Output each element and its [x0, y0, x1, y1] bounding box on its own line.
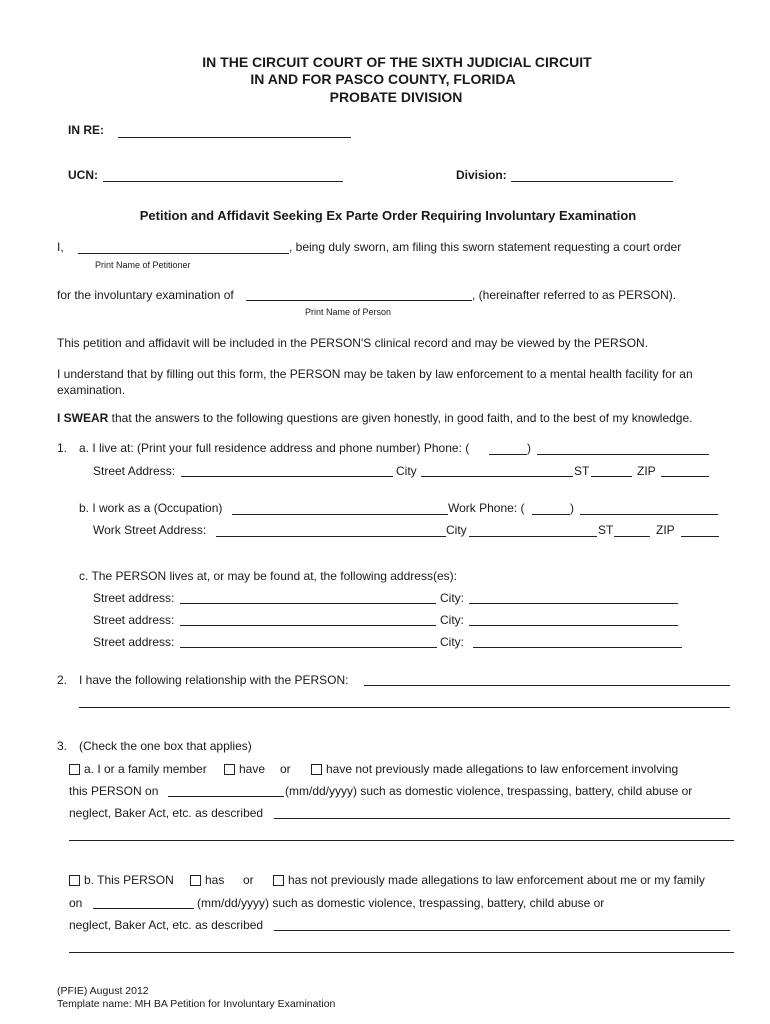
person-city-label-2: City:	[440, 613, 464, 627]
ucn-field[interactable]	[103, 181, 343, 182]
clinical-record-text: This petition and affidavit will be included in the PERSON'S clinical record and may be viewed by the PERSON.	[57, 336, 649, 350]
q3b-has-checkbox[interactable]	[190, 875, 201, 886]
person-street-label-1: Street address:	[93, 591, 175, 605]
relationship-field-1[interactable]	[364, 685, 730, 686]
in-re-label: IN RE:	[68, 123, 104, 137]
understand-text-line1: I understand that by filling out this form, the PERSON may be taken by law enforcement to a mental health facility for an	[57, 367, 693, 381]
q3a-neglect-label: neglect, Baker Act, etc. as described	[69, 806, 264, 820]
sworn-statement-text: , being duly sworn, am filing this sworn statement requesting a court order	[289, 240, 682, 254]
person-street-label-3: Street address:	[93, 635, 175, 649]
this-person-on-label: this PERSON on	[69, 784, 159, 798]
swear-text	[57, 411, 692, 425]
st-label: ST	[574, 464, 590, 478]
q3b-has-not-checkbox[interactable]	[273, 875, 284, 886]
work-street-field[interactable]	[216, 536, 446, 537]
zip-label: ZIP	[637, 464, 656, 478]
q3b-description-field-1[interactable]	[274, 930, 730, 931]
q3a-have-not-checkbox[interactable]	[311, 764, 322, 775]
city-label: City	[396, 464, 417, 478]
q3b-has-label: has	[205, 873, 225, 887]
work-city-field[interactable]	[469, 536, 597, 537]
person-city-label-1: City:	[440, 591, 464, 605]
q3a-label: a. I or a family member	[84, 762, 207, 776]
understand-text-line2: examination.	[57, 383, 126, 397]
street-address-label: Street Address:	[93, 464, 176, 478]
footer-form-code: (PFIE) August 2012	[57, 985, 149, 997]
q3b-date-field[interactable]	[93, 908, 194, 909]
q3b-neglect-label: neglect, Baker Act, etc. as described	[69, 918, 264, 932]
q3a-have-checkbox[interactable]	[224, 764, 235, 775]
zip-field[interactable]	[661, 476, 709, 477]
court-title-line2: IN AND FOR PASCO COUNTY, FLORIDA	[250, 71, 516, 87]
person-city-label-3: City:	[440, 635, 464, 649]
q3b-label: b. This PERSON	[84, 873, 174, 887]
swear-rest: that the answers to the following questions are given honestly, in good faith, and to the best of my knowledge.	[108, 411, 693, 425]
q3a-checkbox[interactable]	[69, 764, 80, 775]
q3a-date-field[interactable]	[168, 796, 284, 797]
occupation-field[interactable]	[232, 514, 448, 515]
hereinafter-text: , (hereinafter referred to as PERSON).	[472, 288, 677, 302]
petitioner-name-field[interactable]	[78, 253, 289, 254]
print-person-caption: Print Name of Person	[305, 307, 392, 317]
person-city-field-1[interactable]	[469, 603, 678, 604]
q3a-date-text: (mm/dd/yyyy) such as domestic violence, trespassing, battery, child abuse or	[285, 784, 693, 798]
print-petitioner-caption: Print Name of Petitioner	[95, 260, 191, 270]
q3a-or: or	[280, 762, 291, 776]
work-phone-field[interactable]	[580, 514, 718, 515]
work-city-label: City	[446, 523, 467, 537]
relationship-field-2[interactable]	[79, 707, 730, 708]
work-zip-label: ZIP	[656, 523, 675, 537]
q3a-have-not-label: have not previously made allegations to law enforcement involving	[326, 762, 679, 776]
person-street-field-1[interactable]	[180, 603, 436, 604]
q1a-label: a. I live at: (Print your full residence address and phone number) Phone: (	[79, 441, 470, 455]
q3b-checkbox[interactable]	[69, 875, 80, 886]
court-title-line1: IN THE CIRCUIT COURT OF THE SIXTH JUDICIAL CIRCUIT	[202, 54, 592, 70]
q1b-label: b. I work as a (Occupation)	[79, 501, 223, 515]
q3b-date-text: (mm/dd/yyyy) such as domestic violence, trespassing, battery, child abuse or	[197, 896, 605, 910]
q3-label: (Check the one box that applies)	[79, 739, 252, 753]
i-label: I,	[57, 240, 64, 254]
work-phone-label: Work Phone: (	[448, 501, 525, 515]
work-area-code-field[interactable]	[532, 514, 570, 515]
q1-number: 1.	[57, 441, 68, 455]
person-city-field-2[interactable]	[469, 625, 678, 626]
for-exam-text: for the involuntary examination of	[57, 288, 234, 302]
in-re-field[interactable]	[118, 137, 351, 138]
q3a-have-label: have	[239, 762, 266, 776]
work-paren: )	[570, 501, 574, 515]
home-phone-field[interactable]	[537, 454, 709, 455]
person-street-label-2: Street address:	[93, 613, 175, 627]
q1a-paren: )	[527, 441, 531, 455]
q3a-description-field-2[interactable]	[69, 840, 734, 841]
division-field[interactable]	[511, 181, 673, 182]
st-field[interactable]	[591, 476, 632, 477]
work-zip-field[interactable]	[681, 536, 719, 537]
q3b-has-not-label: has not previously made allegations to law enforcement about me or my family	[288, 873, 705, 887]
work-street-label: Work Street Address:	[93, 523, 207, 537]
q3a-row	[69, 762, 207, 776]
q3a-description-field-1[interactable]	[274, 818, 730, 819]
document-title: Petition and Affidavit Seeking Ex Parte Order Requiring Involuntary Examination	[139, 208, 637, 223]
q3b-on-label: on	[69, 896, 83, 910]
city-field[interactable]	[421, 476, 573, 477]
q3b-description-field-2[interactable]	[69, 952, 734, 953]
home-area-code-field[interactable]	[489, 454, 527, 455]
street-address-field[interactable]	[181, 476, 393, 477]
footer-template-name: Template name: MH BA Petition for Involuntary Examination	[57, 998, 336, 1010]
q2-number: 2.	[57, 673, 68, 687]
person-city-field-3[interactable]	[473, 647, 682, 648]
court-title-line3: PROBATE DIVISION	[329, 89, 463, 105]
q1c-label: c. The PERSON lives at, or may be found at, the following address(es):	[79, 569, 457, 583]
division-label: Division:	[456, 168, 507, 182]
q3b-or: or	[243, 873, 254, 887]
ucn-label: UCN:	[68, 168, 98, 182]
person-name-field[interactable]	[246, 300, 472, 301]
work-st-label: ST	[598, 523, 614, 537]
q2-label: I have the following relationship with the PERSON:	[79, 673, 349, 687]
person-street-field-2[interactable]	[180, 625, 436, 626]
work-st-field[interactable]	[614, 536, 650, 537]
q3-number: 3.	[57, 739, 68, 753]
person-street-field-3[interactable]	[180, 647, 437, 648]
swear-bold: I SWEAR	[57, 411, 109, 425]
